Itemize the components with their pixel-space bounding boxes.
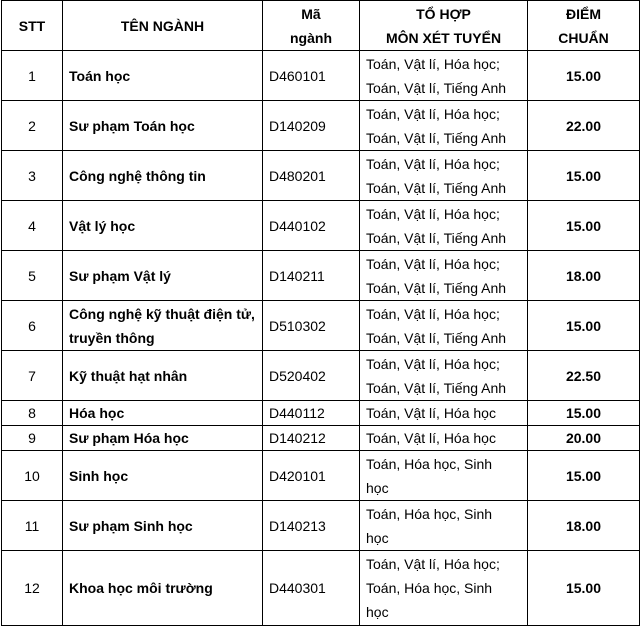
header-code-line2: ngành [290, 29, 332, 46]
row-cutoff-score: 20.00 [528, 426, 640, 451]
header-score-line2: CHUẨN [558, 29, 609, 46]
row-major-name: Sư phạm Vật lý [63, 251, 263, 301]
table-row [2, 51, 640, 101]
subject-combo-line: Toán, Vật lí, Hóa học [366, 430, 496, 446]
row-stt: 2 [2, 101, 63, 151]
row-major-name: Vật lý học [63, 201, 263, 251]
row-major-code: D460101 [263, 51, 360, 101]
row-stt: 8 [2, 401, 63, 426]
row-stt: 1 [2, 51, 63, 101]
row-subject-combos [360, 501, 528, 551]
table-row [2, 426, 640, 451]
table-row [2, 451, 640, 501]
row-cutoff-score: 18.00 [528, 251, 640, 301]
table-header-row [2, 1, 640, 51]
row-major-name: Công nghệ thông tin [63, 151, 263, 201]
header-code [263, 1, 360, 51]
row-cutoff-score: 18.00 [528, 501, 640, 551]
subject-combo-line: Toán, Vật lí, Tiếng Anh [366, 229, 507, 246]
row-major-name: Kỹ thuật hạt nhân [63, 351, 263, 401]
row-cutoff-score: 15.00 [528, 301, 640, 351]
row-stt: 9 [2, 426, 63, 451]
row-major-name: Sinh học [63, 451, 263, 501]
table-row [2, 251, 640, 301]
header-score-line1: ĐIỂM [566, 5, 601, 22]
table-row [2, 301, 640, 351]
row-cutoff-score: 15.00 [528, 451, 640, 501]
row-subject-combos [360, 401, 528, 426]
row-cutoff-score: 15.00 [528, 401, 640, 426]
row-stt: 7 [2, 351, 63, 401]
row-major-name: Khoa học môi trường [63, 551, 263, 626]
subject-combo-line: học [366, 479, 389, 496]
table-row [2, 401, 640, 426]
row-major-code: D440112 [263, 401, 360, 426]
row-major-code: D440102 [263, 201, 360, 251]
subject-combo-line: học [366, 529, 389, 546]
subject-combo-line: Toán, Vật lí, Tiếng Anh [366, 279, 507, 296]
row-major-code: D480201 [263, 151, 360, 201]
row-subject-combos [360, 201, 528, 251]
row-major-name: Toán học [63, 51, 263, 101]
row-major-code: D140212 [263, 426, 360, 451]
table-row [2, 351, 640, 401]
table-body [2, 51, 640, 626]
subject-combo-line: Toán, Vật lí, Hóa học; [366, 155, 500, 172]
row-major-code: D140209 [263, 101, 360, 151]
subject-combo-line: Toán, Vật lí, Hóa học; [366, 205, 500, 222]
row-cutoff-score: 22.00 [528, 101, 640, 151]
header-name: TÊN NGÀNH [63, 1, 263, 51]
subject-combo-line: Toán, Vật lí, Hóa học; [366, 55, 500, 72]
row-stt: 3 [2, 151, 63, 201]
subject-combo-line: Toán, Vật lí, Tiếng Anh [366, 379, 507, 396]
row-subject-combos [360, 426, 528, 451]
row-major-name: Sư phạm Hóa học [63, 426, 263, 451]
row-subject-combos [360, 351, 528, 401]
table-row [2, 501, 640, 551]
subject-combo-line: Toán, Vật lí, Hóa học; [366, 556, 500, 572]
header-combo [360, 1, 528, 51]
row-major-code: D420101 [263, 451, 360, 501]
row-subject-combos [360, 101, 528, 151]
header-code-line1: Mã [301, 5, 321, 22]
header-combo-line1: TỔ HỢP [416, 5, 471, 22]
row-major-name: Hóa học [63, 401, 263, 426]
row-cutoff-score: 15.00 [528, 551, 640, 626]
table-row [2, 551, 640, 626]
subject-combo-line: Toán, Vật lí, Hóa học; [366, 305, 500, 322]
subject-combo-line: Toán, Vật lí, Hóa học; [366, 355, 500, 372]
subject-combo-line: Toán, Vật lí, Tiếng Anh [366, 79, 507, 96]
subject-combo-line: Toán, Hóa học, Sinh [366, 580, 493, 596]
row-stt: 4 [2, 201, 63, 251]
row-cutoff-score: 22.50 [528, 351, 640, 401]
row-major-name: Sư phạm Sinh học [63, 501, 263, 551]
row-major-code: D140213 [263, 501, 360, 551]
row-stt: 10 [2, 451, 63, 501]
row-subject-combos [360, 301, 528, 351]
subject-combo-line: Toán, Vật lí, Tiếng Anh [366, 129, 507, 146]
row-subject-combos [360, 51, 528, 101]
row-subject-combos [360, 451, 528, 501]
row-subject-combos [360, 551, 528, 626]
subject-combo-line: Toán, Vật lí, Tiếng Anh [366, 179, 507, 196]
row-stt: 12 [2, 551, 63, 626]
subject-combo-line: Toán, Vật lí, Hóa học; [366, 255, 500, 272]
table-row [2, 151, 640, 201]
subject-combo-line: học [366, 604, 389, 620]
admission-scores-table [1, 0, 640, 626]
row-major-name: Công nghệ kỹ thuật điện tử, truyền thông [63, 301, 263, 351]
row-major-code: D440301 [263, 551, 360, 626]
row-stt: 11 [2, 501, 63, 551]
header-score [528, 1, 640, 51]
row-stt: 6 [2, 301, 63, 351]
subject-combo-line: Toán, Vật lí, Hóa học; [366, 105, 500, 122]
table-row [2, 201, 640, 251]
row-cutoff-score: 15.00 [528, 51, 640, 101]
header-combo-line2: MÔN XÉT TUYỂN [385, 29, 502, 46]
subject-combo-line: Toán, Vật lí, Hóa học [366, 405, 496, 421]
row-major-code: D140211 [263, 251, 360, 301]
row-stt: 5 [2, 251, 63, 301]
row-major-code: D520402 [263, 351, 360, 401]
subject-combo-line: Toán, Hóa học, Sinh [366, 505, 493, 522]
row-cutoff-score: 15.00 [528, 201, 640, 251]
row-cutoff-score: 15.00 [528, 151, 640, 201]
row-subject-combos [360, 151, 528, 201]
table-row [2, 101, 640, 151]
subject-combo-line: Toán, Hóa học, Sinh [366, 455, 493, 472]
subject-combo-line: Toán, Vật lí, Tiếng Anh [366, 329, 507, 346]
row-subject-combos [360, 251, 528, 301]
row-major-name: Sư phạm Toán học [63, 101, 263, 151]
header-stt: STT [2, 1, 63, 51]
row-major-code: D510302 [263, 301, 360, 351]
